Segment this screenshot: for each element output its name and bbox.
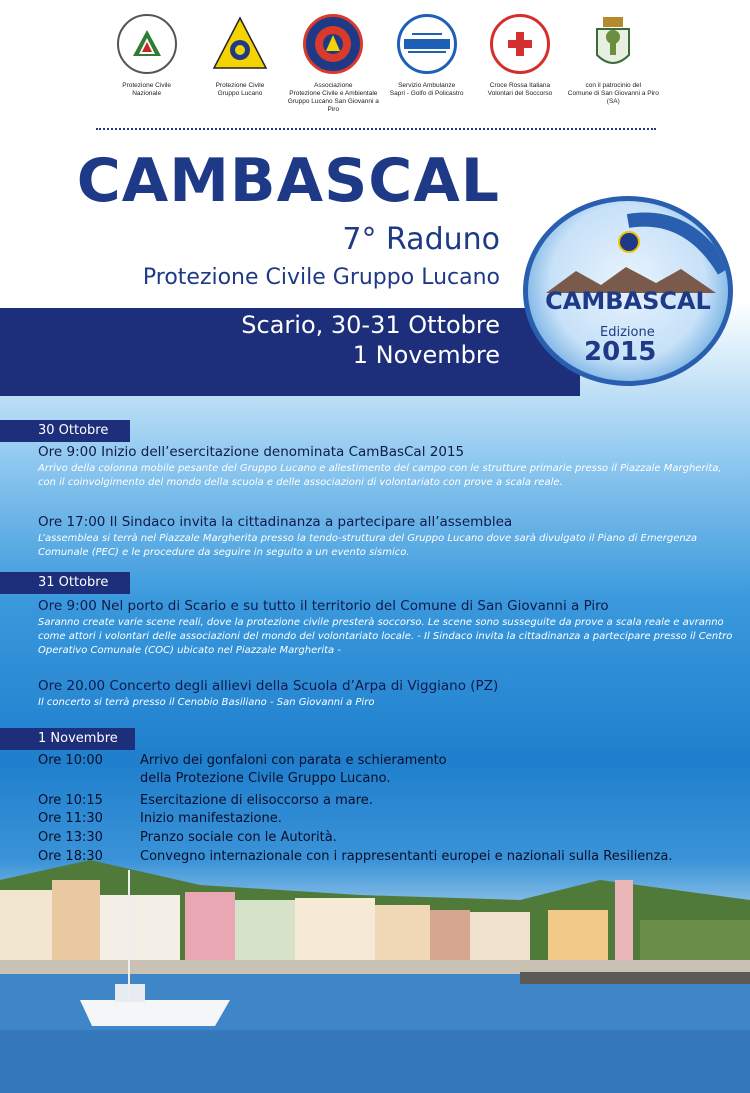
organizer-title: Protezione Civile Gruppo Lucano [142, 265, 500, 290]
badge-edition-label: Edizione [600, 325, 655, 340]
badge-name: CAMBASCAL [545, 287, 711, 315]
schedule-time: Ore 18:30 [38, 849, 103, 864]
cambascal-badge [523, 196, 733, 386]
logo-caption: Croce Rossa Italiana Volontari del Soccorso [487, 82, 553, 97]
schedule-text: Convegno internazionale con i rappresentanti europei e nazionali sulla Resilienza. [140, 849, 673, 864]
schedule-text: della Protezione Civile Gruppo Lucano. [140, 771, 391, 786]
logo-gruppo-lucano [193, 14, 286, 124]
edition-title: 7° Raduno [342, 222, 500, 257]
day-header-30-ottobre: 30 Ottobre [0, 420, 130, 442]
logo-comune [567, 14, 660, 124]
sponsor-logos [100, 14, 660, 124]
associazione-logo [303, 14, 363, 74]
logo-protezione-civile-nazionale [100, 14, 193, 124]
event-description: Saranno create varie scene reali, dove la protezione civile presterà soccorso. Le scene sono susseguite da prove a scala reale e avranno come attori i volontari delle associazioni del mondo del volontariato locale. - Il Sindaco invita la cittadinanza a partecipare presso il Centro Operativo Comunale (COC) ubicato nel Piazzale Margherita - [38, 617, 733, 656]
harbour-photo [0, 850, 750, 1093]
logo-caption: Protezione Civile Nazionale [122, 82, 172, 97]
event-description: Il concerto si terrà presso il Cenobio Basiliano - San Giovanni a Piro [38, 697, 375, 708]
logo-croce-rossa [473, 14, 566, 124]
event-dates-line1: Scario, 30-31 Ottobre [241, 311, 500, 339]
logo-caption: Protezione Civile Gruppo Lucano [215, 82, 265, 97]
logo-new-oeo [380, 14, 473, 124]
logo-caption: Servizio Ambulanze Sapri - Golfo di Policastro [389, 82, 464, 97]
day-header-1-novembre: 1 Novembre [0, 728, 135, 750]
croce-rossa-logo [490, 14, 550, 74]
schedule-text: Inizio manifestazione. [140, 811, 282, 826]
schedule-text: Esercitazione di elisoccorso a mare. [140, 793, 373, 808]
event-description: L’assemblea si terrà nel Piazzale Margherita presso la tendo-struttura del Gruppo Lucano dove sarà divulgato il Piano di Emergenza Comunale (PEC) e le procedure da seguire in seguito a un evento sismico. [38, 533, 698, 558]
event-heading: Ore 9:00 Inizio dell’esercitazione denominata CamBasCal 2015 [38, 444, 465, 460]
page-title: CAMBASCAL [76, 146, 500, 216]
logo-caption: Associazione Protezione Civile e Ambientale Gruppo Lucano San Giovanni a Piro [287, 82, 379, 113]
gruppo-lucano-logo [210, 14, 270, 74]
event-dates [100, 310, 500, 370]
day-header-31-ottobre: 31 Ottobre [0, 572, 130, 594]
event-description: Arrivo della colonna mobile pesante del Gruppo Lucano e allestimento del campo con le strutture primarie presso il Piazzale Margherita, con il coinvolgimento del mondo della scuola e delle associazioni di volontariato con prove a scala reale. [38, 463, 722, 488]
schedule-text: Arrivo dei gonfaloni con parata e schieramento [140, 753, 447, 768]
divider [96, 128, 656, 130]
schedule-time: Ore 10:00 [38, 753, 103, 768]
schedule-time: Ore 13:30 [38, 830, 103, 845]
gruppo-lucano-badge-icon [618, 231, 640, 253]
logo-associazione [287, 14, 380, 124]
protezione-civile-nazionale-logo [117, 14, 177, 74]
schedule-time: Ore 11:30 [38, 811, 103, 826]
event-heading: Ore 17:00 Il Sindaco invita la cittadinanza a partecipare all’assemblea [38, 514, 513, 530]
badge-year: 2015 [584, 337, 657, 367]
new-oeo-logo [397, 14, 457, 74]
schedule-text: Pranzo sociale con le Autorità. [140, 830, 337, 845]
event-heading: Ore 20.00 Concerto degli allievi della Scuola d’Arpa di Viggiano (PZ) [38, 678, 499, 694]
event-dates-line2: 1 Novembre [352, 341, 500, 369]
coat-of-arms-logo [583, 14, 643, 74]
event-heading: Ore 9:00 Nel porto di Scario e su tutto il territorio del Comune di San Giovanni a Piro [38, 598, 609, 614]
schedule-time: Ore 10:15 [38, 793, 103, 808]
logo-caption: con il patrocinio del Comune di San Giovanni a Piro (SA) [567, 82, 659, 105]
